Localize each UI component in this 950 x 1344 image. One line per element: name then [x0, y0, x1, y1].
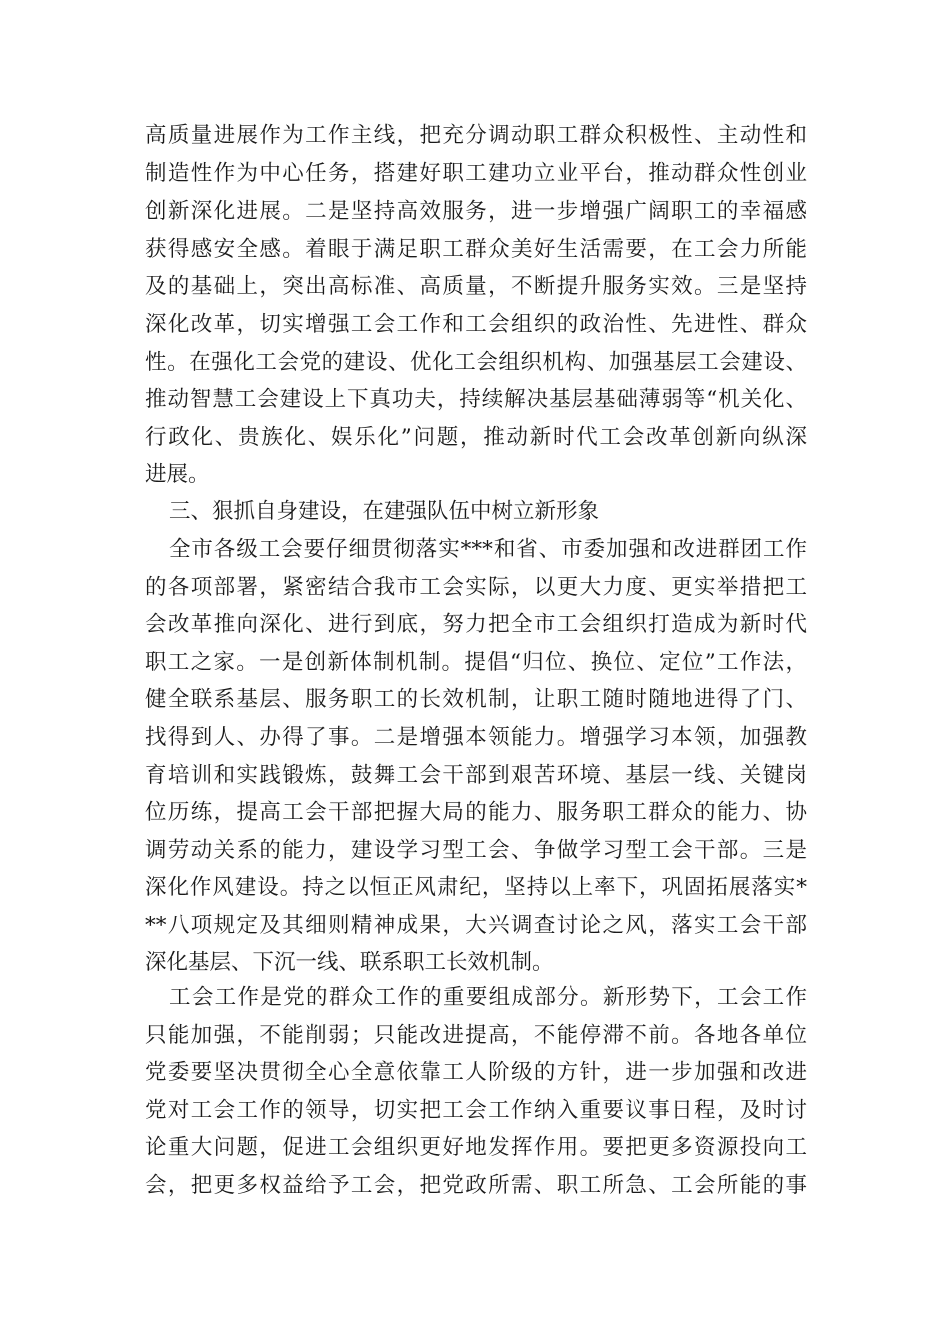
- text-line: 位历练，提高工会干部把握大局的能力、服务职工群众的能力、协: [145, 800, 807, 825]
- text-line: 职工之家。一是创新体制机制。提倡“归位、换位、定位”工作法，: [145, 650, 807, 675]
- text-line: 及的基础上，突出高标准、高质量，不断提升服务实效。三是坚持: [145, 274, 807, 299]
- text-line: 性。在强化工会党的建设、优化工会组织机构、加强基层工会建设、: [145, 350, 807, 375]
- text-line: 党对工会工作的领导，切实把工会工作纳入重要议事日程，及时讨: [145, 1098, 807, 1123]
- text-line: 找得到人、办得了事。二是增强本领能力。增强学习本领，加强教: [145, 725, 807, 750]
- text-line: 高质量进展作为工作主线，把充分调动职工群众积极性、主动性和: [145, 123, 807, 148]
- text-line: 调劳动关系的能力，建设学习型工会、争做学习型工会干部。三是: [145, 838, 807, 863]
- text-line: 的各项部署，紧密结合我市工会实际，以更大力度、更实举措把工: [145, 575, 807, 600]
- text-line: 推动智慧工会建设上下真功夫，持续解决基层基础薄弱等“机关化、: [145, 387, 807, 412]
- text-line: 论重大问题，促进工会组织更好地发挥作用。要把更多资源投向工: [145, 1135, 807, 1160]
- text-line: 党委要坚决贯彻全心全意依靠工人阶级的方针，进一步加强和改进: [145, 1060, 807, 1085]
- text-line: 会，把更多权益给予工会，把党政所需、职工所急、工会所能的事: [145, 1173, 807, 1198]
- text-line: 深化改革，切实增强工会工作和工会组织的政治性、先进性、群众: [145, 312, 807, 337]
- paragraph-first-line: 工会工作是党的群众工作的重要组成部分。新形势下，工会工作: [169, 985, 807, 1010]
- text-line: 深化作风建设。持之以恒正风肃纪，坚持以上率下，巩固拓展落实*: [145, 875, 807, 900]
- text-line: 育培训和实践锻炼，鼓舞工会干部到艰苦环境、基层一线、关键岗: [145, 763, 807, 788]
- text-line: **八项规定及其细则精神成果，大兴调查讨论之风，落实工会干部: [145, 913, 807, 938]
- text-line: 深化基层、下沉一线、联系职工长效机制。: [145, 950, 554, 975]
- text-line: 行政化、贵族化、娱乐化”问题，推动新时代工会改革创新向纵深: [145, 425, 807, 450]
- text-line: 只能加强，不能削弱；只能改进提高，不能停滞不前。各地各单位: [145, 1023, 807, 1048]
- text-line: 获得感安全感。着眼于满足职工群众美好生活需要，在工会力所能: [145, 237, 807, 262]
- text-line: 进展。: [145, 462, 210, 487]
- text-line: 制造性作为中心任务，搭建好职工建功立业平台，推动群众性创业: [145, 161, 807, 186]
- text-line: 健全联系基层、服务职工的长效机制，让职工随时随地进得了门、: [145, 687, 807, 712]
- paragraph-first-line: 全市各级工会要仔细贯彻落实***和省、市委加强和改进群团工作: [169, 537, 807, 562]
- text-line: 创新深化进展。二是坚持高效服务，进一步增强广阔职工的幸福感: [145, 199, 807, 224]
- text-line: 会改革推向深化、进行到底，努力把全市工会组织打造成为新时代: [145, 612, 807, 637]
- section-heading: 三、狠抓自身建设，在建强队伍中树立新形象: [169, 499, 600, 524]
